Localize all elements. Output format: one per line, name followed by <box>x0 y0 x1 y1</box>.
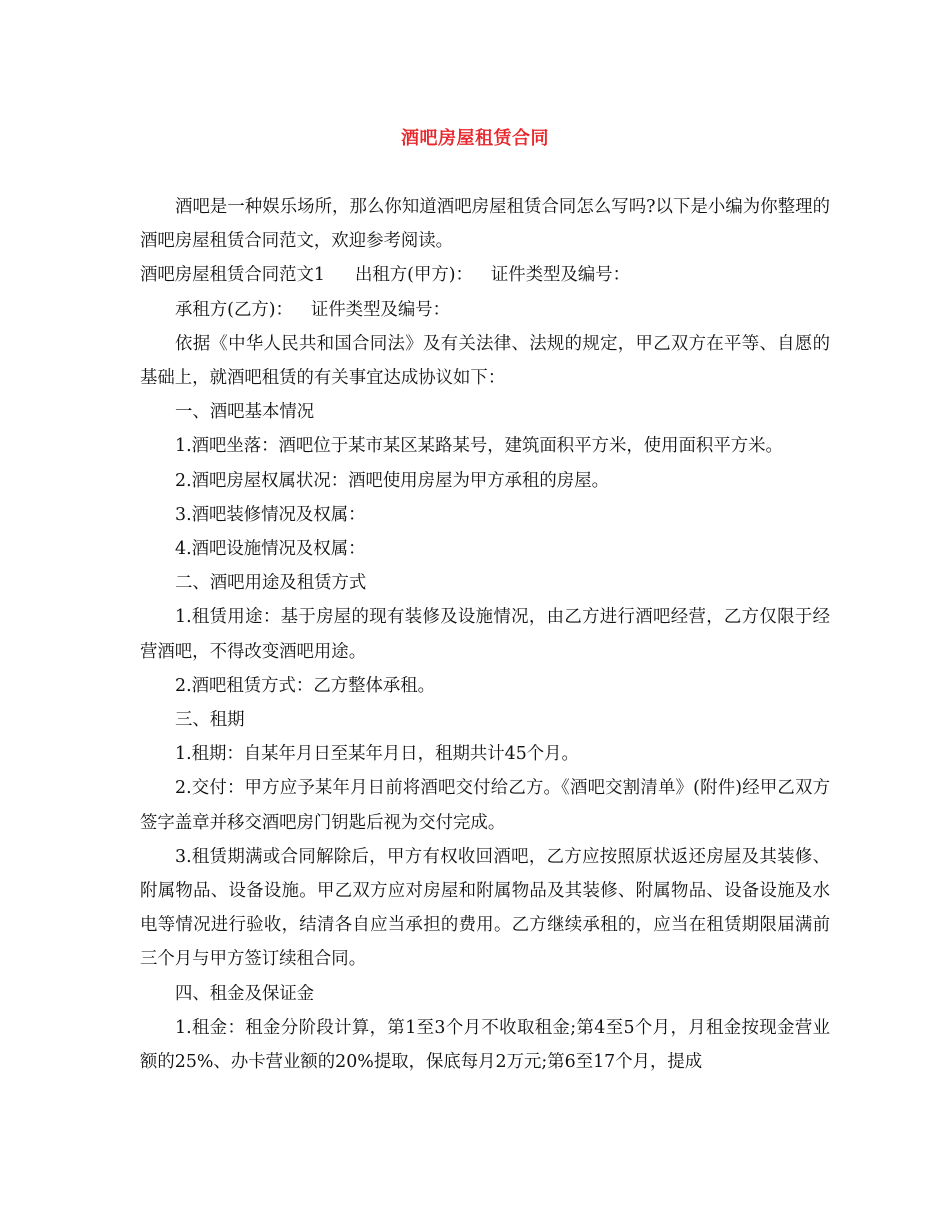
section1-item1: 1.酒吧坐落：酒吧位于某市某区某路某号，建筑面积平方米，使用面积平方米。 <box>175 436 783 457</box>
party-b-line <box>140 293 830 327</box>
section3-heading: 三、租期 <box>175 710 245 731</box>
sample-heading: 酒吧房屋租赁合同范文1 <box>140 265 325 286</box>
document-title: 酒吧房屋租赁合同 <box>401 128 549 149</box>
section3-item3: 3.租赁期满或合同解除后，甲方有权收回酒吧，乙方应按照原状返还房屋及其装修、附属物品、设备设施。甲乙双方应对房屋和附属物品及其装修、附属物品、设备设施及水电等情况进行验收，结清各自应当承担的费用。乙方继续承租的，应当在租赁期限届满前三个月与甲方签订续租合同。 <box>140 846 830 970</box>
section4-item1: 1.租金：租金分阶段计算，第1至3个月不收取租金;第4至5个月，月租金按现金营业额的25%、办卡营业额的20%提取，保底每月2万元;第6至17个月，提成 <box>140 1017 830 1073</box>
section1-heading: 一、酒吧基本情况 <box>175 402 315 423</box>
section3-item2: 2.交付：甲方应予某年月日前将酒吧交付给乙方。《酒吧交割清单》(附件)经甲乙双方签字盖章并移交酒吧房门钥匙后视为交付完成。 <box>140 778 830 833</box>
section2-item2: 2.酒吧租赁方式：乙方整体承租。 <box>175 675 436 696</box>
party-a-label: 出租方(甲方)： <box>354 265 473 286</box>
section1-item4: 4.酒吧设施情况及权属： <box>175 539 366 560</box>
sample-heading-line <box>140 258 830 292</box>
section3-item1: 1.租期：自某年月日至某年月日，租期共计45个月。 <box>175 744 579 765</box>
preamble-paragraph: 依据《中华人民共和国合同法》及有关法律、法规的规定，甲乙双方在平等、自愿的基础上，就酒吧租赁的有关事宜达成协议如下： <box>140 333 830 389</box>
intro-paragraph: 酒吧是一种娱乐场所，那么你知道酒吧房屋租赁合同怎么写吗?以下是小编为你整理的酒吧房屋租赁合同范文，欢迎参考阅读。 <box>140 197 830 252</box>
section4-heading: 四、租金及保证金 <box>175 983 315 1004</box>
party-b-label: 承租方(乙方)： <box>175 299 293 320</box>
section2-item1: 1.租赁用途：基于房屋的现有装修及设施情况，由乙方进行酒吧经营，乙方仅限于经营酒吧，不得改变酒吧用途。 <box>140 607 830 662</box>
document-body <box>140 190 830 1079</box>
section1-item2: 2.酒吧房屋权属状况：酒吧使用房屋为甲方承租的房屋。 <box>175 470 609 491</box>
party-a-id-label: 证件类型及编号： <box>490 265 631 286</box>
section1-item3: 3.酒吧装修情况及权属： <box>175 504 366 525</box>
party-b-id-label: 证件类型及编号： <box>310 299 451 320</box>
section2-heading: 二、酒吧用途及租赁方式 <box>175 573 367 594</box>
